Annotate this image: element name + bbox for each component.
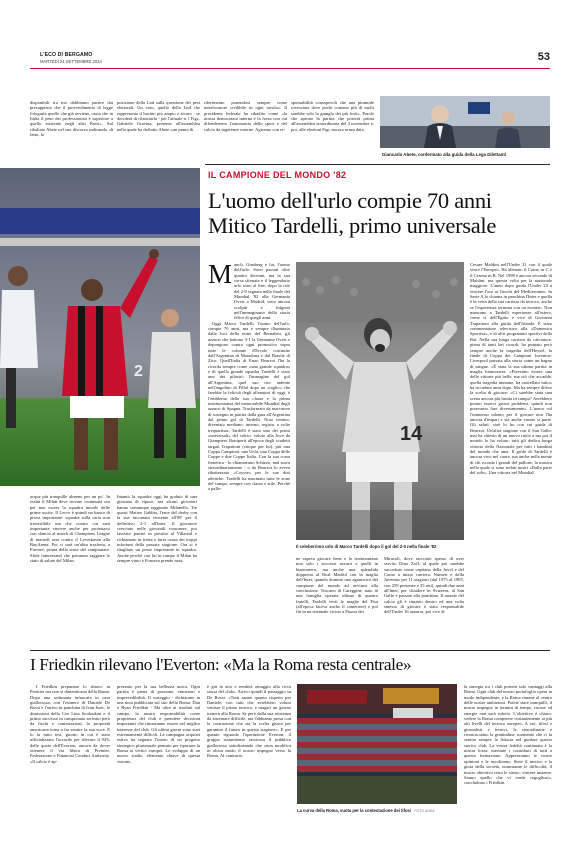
milan-photo-art [0,168,200,486]
tardelli-lead: anch, Ginsberg e lui, l'uomo dell'urlo. Sono passati oltre quattro decenni, ma la sua corsa sfrenata e il leggendario urlo sono al fine, dopo la rete del 2-0 segnata nella finale del Mundial '82 alla Germania Ovest a Madrid, sono ancora scolpiti e fulgenti nell'immaginario della storia felice di quegli anni. [234,262,290,321]
svg-text:14: 14 [400,423,423,445]
milan-col-1: acque più tranquille almeno per un po'. In realtà il Milan deve trovare continuità ora per non essere la squadra morale delle prime uscite. Il Lecce è quindi un banco di prova importante: squadra sulla carta non irresistibile ma che contro cui sarà importante vincere anche per proiettarsi con slancio al match di Champions League di martedì sera contro il Leverkusen alla BayArena. Poi ci sarà un'altra trasferta, a Firenze, prima della sosta del campionato. Sfide interessanti che potranno saggiare lo stato di salute del Milan. [30,494,110,564]
milan-photo [0,168,200,486]
everton-headline: I Friedkin rilevano l'Everton: «Ma la Roma resta centrale» [30,655,412,674]
everton-col-1: I Friedkin preparano lo sbarco in Premier ma non si dimenticano della Roma. Dopo una settimana infuocata in casa giallorossa, con l'esonero di Daniele De Rossi e l'arrivo in panchina di Ivan Juric, le dimissioni della Ceo Lina Souloukou e il primo successo in campionato arrivato però da fischi e contestazioni, la proprietà americana torna a far sentire la sua voce. E lo fa tutto tesi, giorno in cui è stato ufficializzato l'accordo per rilevare il 94% delle quote dell'Everton, ancora da dover ottenere il via libera di Premier, Federazione e Financial Conduct Authority. «Il calcio è ap- [30,684,110,764]
abete-photo-art [380,96,550,148]
headline [208,188,553,238]
tardelli-col-1 [208,259,290,642]
tardelli-caption: Il celeberrimo urlo di Marco Tardelli dopo il gol del 2-0 nella finale '82 [296,544,437,549]
tardelli-dropcap: M [208,259,233,289]
svg-text:2: 2 [134,363,143,380]
tardelli-col-4: Cesare Maldini nell'Under 21 con il quale vince l'Europeo. Ha allenato il Como in C e il Cesena in B. Nel 1998 è ancora secondo di Maldini, ma questa volta per la nazionale maggiore. L'anno dopo guida l'Under 23 a vincere l'oro ai Giochi del Mediterraneo. In Serie A lo chiama in panchina l'Inter e quella è la vetta della sua carriera da tecnico, anche se l'esperienza termina con un esonero. Non mancano a Tardelli esperienze all'estero, come ct dell'Egitto e vice di Giovanni Trapattoni alla guida dell'Irlanda. È stato commentatore televisivo alla «Domenica Sportiva», e di altri programmi sportivi della Rai. Nella sua lunga carriera da calciatore, piena di tanti bei ricordi, ha puntato però sempre anche la tragedia dell'Heysel, la finale di Coppa dei Campioni Juventus-Liverpool passata alla storia come un bagno di sangue. «È stata la sua ultima partita in maglia bianconera. «Potevano essere una delle vittorie più belle, ma ciò che accadde, quella tragedia immane, ha cancellato tutto» ha ricordato anni dopo. Ma ha sempre difeso la scelta di giocare: «Ci sarebbe stata una scena ancora più brutta in campo? Avrebbero potuto esserci grossi problemi, quindi non potevamo fare diversamente». L'uomo col l'immenso talento per il giocare non l'ha ancora d'impari e sta anche vasato si parte. Gli saluti, cioè lo ho con cui guida di Bearzot. Un'altra stagione con il San Gallo: mai ha chiesto di un nuovo ruolo a ma poi il mondo lo ha voluto: tutti gli dedica lunga vittoria della Nazionale per tutti i bambini del mondo che ama. Il grido di Tardelli è ancora vivo nel cuore, ma anche nella mente di chi ricorda i grandi del pallone, la musica nella quale si sono seduti nostri «Dalla parte del sole». Una vittoria nel Mundial. [470,262,552,476]
tardelli-col-2: ne sapeva giocare bene e lo testimoniano non solo i successi azzurri e quelli in bianconero, ma anche una splendida doppietta al Real Madrid con la maglia dell'Inter, quando dominò uno agonistico del campione del mondo ad avviarsi alla conclusione. Toscano di Careggine, nato in una famiglia operaia ultimo di quattro fratelli, Tardelli vestì le maglie del Pisa (all'epoca faceva anche il cameriere) e poi fin in un triennale vicino a Piazza dei [296,556,378,615]
everton-col-3: è già in atto e renderà omaggio alla ricca storia del club». Arrivo quindi il passaggio su De Rossi: «Tutti sanno quanto rispetto per Daniele, con tutti che avrebbero voluto venisse il primo tecnico, e magari un giorno tornerà alla Roma. Se però dalla sua esistenza da sistemare difficile, ma l'abbiamo presa con la costruzione che sia la scelta giusta per garantire il futuro in questa stagione». E per quanto riguarda l'operazione Everton, il gruppo statunitense rassicura il pubblico giallorosso sottolineando che «non modifica in alcun modo il nostro impegno verso la Roma. Al contrario, [207,684,291,759]
headline-line-2: Mitico Tardelli, primo universale [208,213,497,238]
tardelli-photo-art [296,262,464,540]
top-strip-col-2: posizione della Lnd sulla questione dei pesi elettorali. Un voto, quello della Lnd che rappresenta il bacino più ampio e sicuro - se deciderà di rilanciarlo - per l'attuale n. l Figc, Gabriele Gravina, presente all'assemblea nella quale ha definito Abete «un punto di [117,100,200,132]
roma-curva-caption [297,808,457,814]
page-number: 53 [537,51,550,63]
tardelli-photo [296,262,464,540]
tardelli-col-3: Miracoli, dove raccontò spesso di aver servito Dino Zoff, al quale poi sarebbe succeduto come capitano della Juve) e del Como a inizio carriera. Numeri e della Juventus per 11 stagioni (dal 1975 al 1985, con 259 presenze e 35 reti), quindi due anni all'Inter, per chiudere in Svizzera, al San Gallo e passare alla panchina. Il mondo del calcio gli è rimasto dentro ed una volta smesso di giocare è stato responsabile dell'Under 16 azzurra, poi vice di [384,556,464,615]
milan-col-2: Intanto la squadra oggi ha goduto di una giornata di riposo, ma alcuni giocatori hanno comunque raggiunto Milanello. Tre quarti Matteo Gabbia, l'eroe del derby con la sua incornata vincente all'89' per il definitivo 2-1 all'Inter. Il giocatore cresciuto nelle giovanili rossonere, poi lasciato partire in prestito al Villareal e richiamato in fretta e furia causa dei troppi infortuni della passata stagione. Ora si è ritagliato un posto importante in squadra. Anche perché con lui in campo il Milan ha sempre vinto e Fonseca prende nota. [117,494,197,564]
abete-photo [380,96,550,148]
section-rule-top [205,164,550,165]
abete-caption: Giancarlo Abete, confermato alla guida della Lega Dilettanti [382,152,507,157]
roma-curva-photo-art [297,684,457,804]
tardelli-col-1-body: Oggi Marco Tardelli, l'uomo dell'urlo, compie 70 anni, ma è sempre illuminato dalle luci della notte del Bernabeu, gli azzurri che battono 3-1 la Germania Ovest e depongono contro ogni pronostico sopra tutte le colonne d'Ercole costituite dall'Argentina di Maradona e dal Brasile di Zico. Quell'Italia di Enzo Bearzot l'ha la ricorda sempre come «una grande squadra» e di quella grande squadra Tardelli è stato uno dei pilastri: l'immagine del gol all'Argentina, quel suo tiro radente nell'angolino di Fillol dopo un «taglio» che farebbe la felicità degli allenatori di oggi, è l'emblema della sua classe e la prima testimonianza del memorabile Mundial degli azzurri di Spagna. Trasformato da marcatore di sostegno in partita dalla gara all'Argentina dal primo gol di Tardelli. Noto terzino, diventato mediano, interno, regista, a volte trequartista, Tardelli è stato uno dei primi «universali» del calcio, voluto alla Juve da Giampiero Boniperti all'epoca degli scudetti targati Trapattoni (cinque per lui), più una Coppa Campioni, una Uefa, una Coppa delle Coppe e due Coppe Italia. Con la sua corsa frenetica - lo chiamavano Schizzo, mal stava straordinariamente - o da Bearzot lo aveva ribattezzato «Coyote» per le sue doti atletiche. Tardelli ha macinato tutte le zone del campo, sempre con classe e stile. Perché a pallo- [208,320,290,492]
top-strip-col-1: disponibili tra mo dobbiamo partire dai presupposto che il provvedimento di legge fotografa quello che già avviene, ossia che in Italia il peso dei professionisti è superiore a quello esistente negli altri Paesi». Sul ribaltato Abete nel suo discorso indicando, di fatto, la [30,100,113,138]
everton-rule [30,650,550,651]
roma-curva-caption-text: La curva della Roma, vuota per la contestazione dei tifosi [297,808,412,813]
issue-date: MARTEDÌ 24 SETTEMBRE 2024 [40,58,102,64]
masthead [40,52,550,66]
top-strip-col-3: riferimento ponendosi sempre come interlocutore credibile in ogni tavolo». Il presidente federale ha ribadito come «la nostra democrazia interna è la forza con cui difenderemo l'autonomia dello sport e del calcio da ingerenze esterne. Agiremo con re- [204,100,287,132]
everton-col-4: la sinergia tra i club porterà solo vantaggi alla Roma. Ogni club del nostro portafoglio opera in modo indipendente, e la Roma rimane al centro delle nostre ambizioni. Potete stare tranquilli, il nostro impegno in termini di tempo, risorse ed energie non sarà ridotto. L'obiettivo è chiaro: vedere la Roma competere costantemente ai più alti livelli del tecnico europeo. A voi, tifosi e giornalisti e tecnici, le straordinarie e riconosciamo la gratitudine, momento che ci fa sentire sempre la fiducia nel guidare questo storico club. La vostra fedeltà continuata è la nostra forza: meritate i contributi di tutti a questa formazione. Apprezziamo le vostre opinioni e le ascoltiamo. Siete il motivo e la gioia della società, nonostante le difficoltà, il nostro obiettivo resta lo stesso: vincere insieme. Siamo quello che vi rende orgogliosi», concludono i Friedkin. [464,684,552,786]
everton-col-2: prezzato per la sua bellezza unica. Ogni partita è piena di passione, emozioni e imprevedibilità. Il sorteggio - dichiarano in una nota pubblicata sul sito della Roma, Dan e Ryan Friedkin - Ma oltre ai risultati sul campo, la nostra responsabilità come proprietari del club è prendere decisioni importanti che rimarranno essere nel miglior interesse del club. Gli ultimi giorni sono stati estremamente difficili. La campagna acquisti estiva ha segnato l'inizio di un progetto strategico pluriennale pensato per riportare la Roma ai vertici europei. Lo sviluppo di un nuovo stadio, elemento chiave di questa visione, [117,684,200,764]
paper-name: L'ECO DI BERGAMO [40,52,93,58]
masthead-rule [30,68,550,69]
headline-line-1: L'uomo dell'urlo compie 70 anni [208,188,492,213]
top-strip-col-4: sponsabilità consapevoli che una piramide rovesciata dove pochi contano più di molti sarebbe solo la giungla dei più forti». Parole che aprono la partita che porterà prima all'assemblea straordinaria del 4 novembre e, poi, alle elezioni Figc ancora senza data. [291,100,374,132]
photo-credit: FOTO ANSA [414,809,435,813]
roma-curva-photo [297,684,457,804]
section-kicker: IL CAMPIONE DEL MONDO '82 [208,170,347,180]
